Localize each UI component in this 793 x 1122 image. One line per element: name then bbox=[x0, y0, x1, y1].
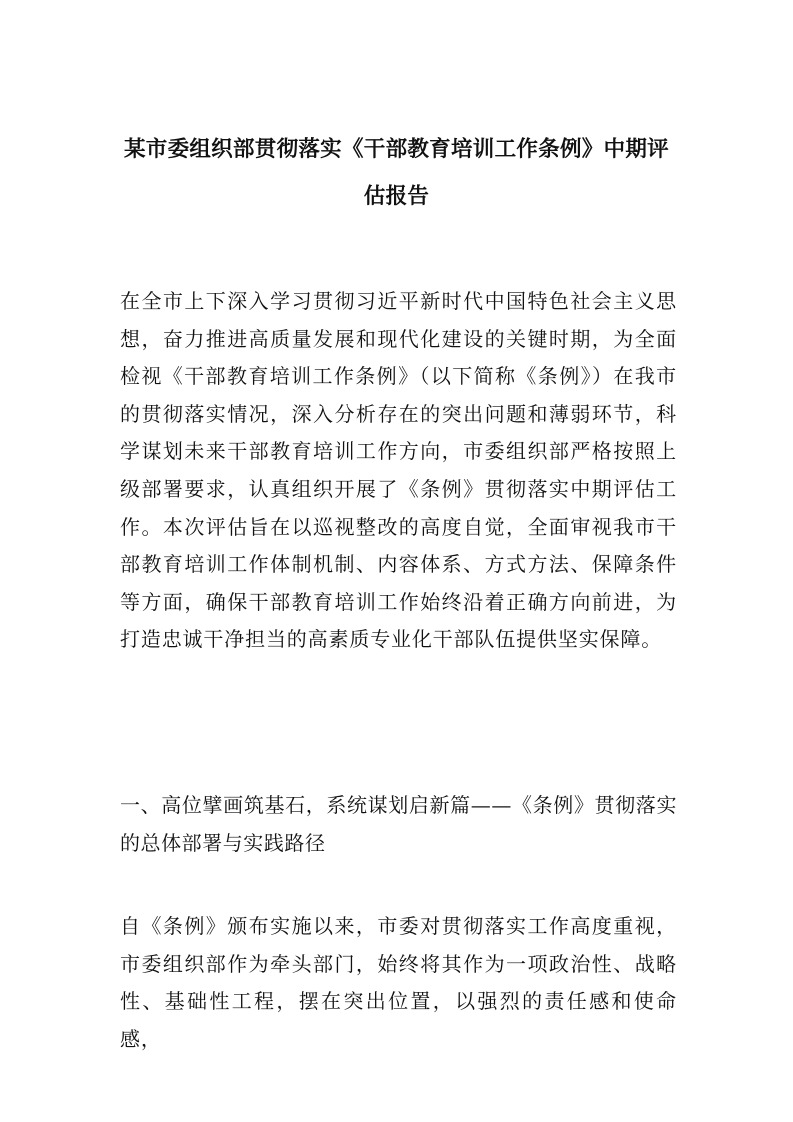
document-title: 某市委组织部贯彻落实《干部教育培训工作条例》中期评估报告 bbox=[123, 137, 669, 209]
section-heading: 一、高位擘画筑基石，系统谋划启新篇——《条例》贯彻落实的总体部署与实践路径 bbox=[120, 793, 677, 855]
section-paragraph: 自《条例》颁布实施以来，市委对贯彻落实工作高度重视，市委组织部作为牵头部门，始终将其作为一项政治性、战略性、基础性工程，摆在突出位置，以强烈的责任感和使命感， bbox=[120, 914, 677, 1051]
intro-paragraph: 在全市上下深入学习贯彻习近平新时代中国特色社会主义思想，奋力推进高质量发展和现代化建设的关键时期，为全面检视《干部教育培训工作条例》（以下简称《条例》）在我市的贯彻落实情况，深入分析存在的突出问题和薄弱环节，科学谋划未来干部教育培训工作方向，市委组织部严格按照上级部署要求，认真组织开展了《条例》贯彻落实中期评估工作。本次评估旨在以巡视整改的高度自觉，全面审视我市干部教育培训工作体制机制、内容体系、方式方法、保障条件等方面，确保干部教育培训工作始终沿着正确方向前进，为打造忠诚干净担当的高素质专业化干部队伍提供坚实保障。 bbox=[120, 289, 677, 652]
